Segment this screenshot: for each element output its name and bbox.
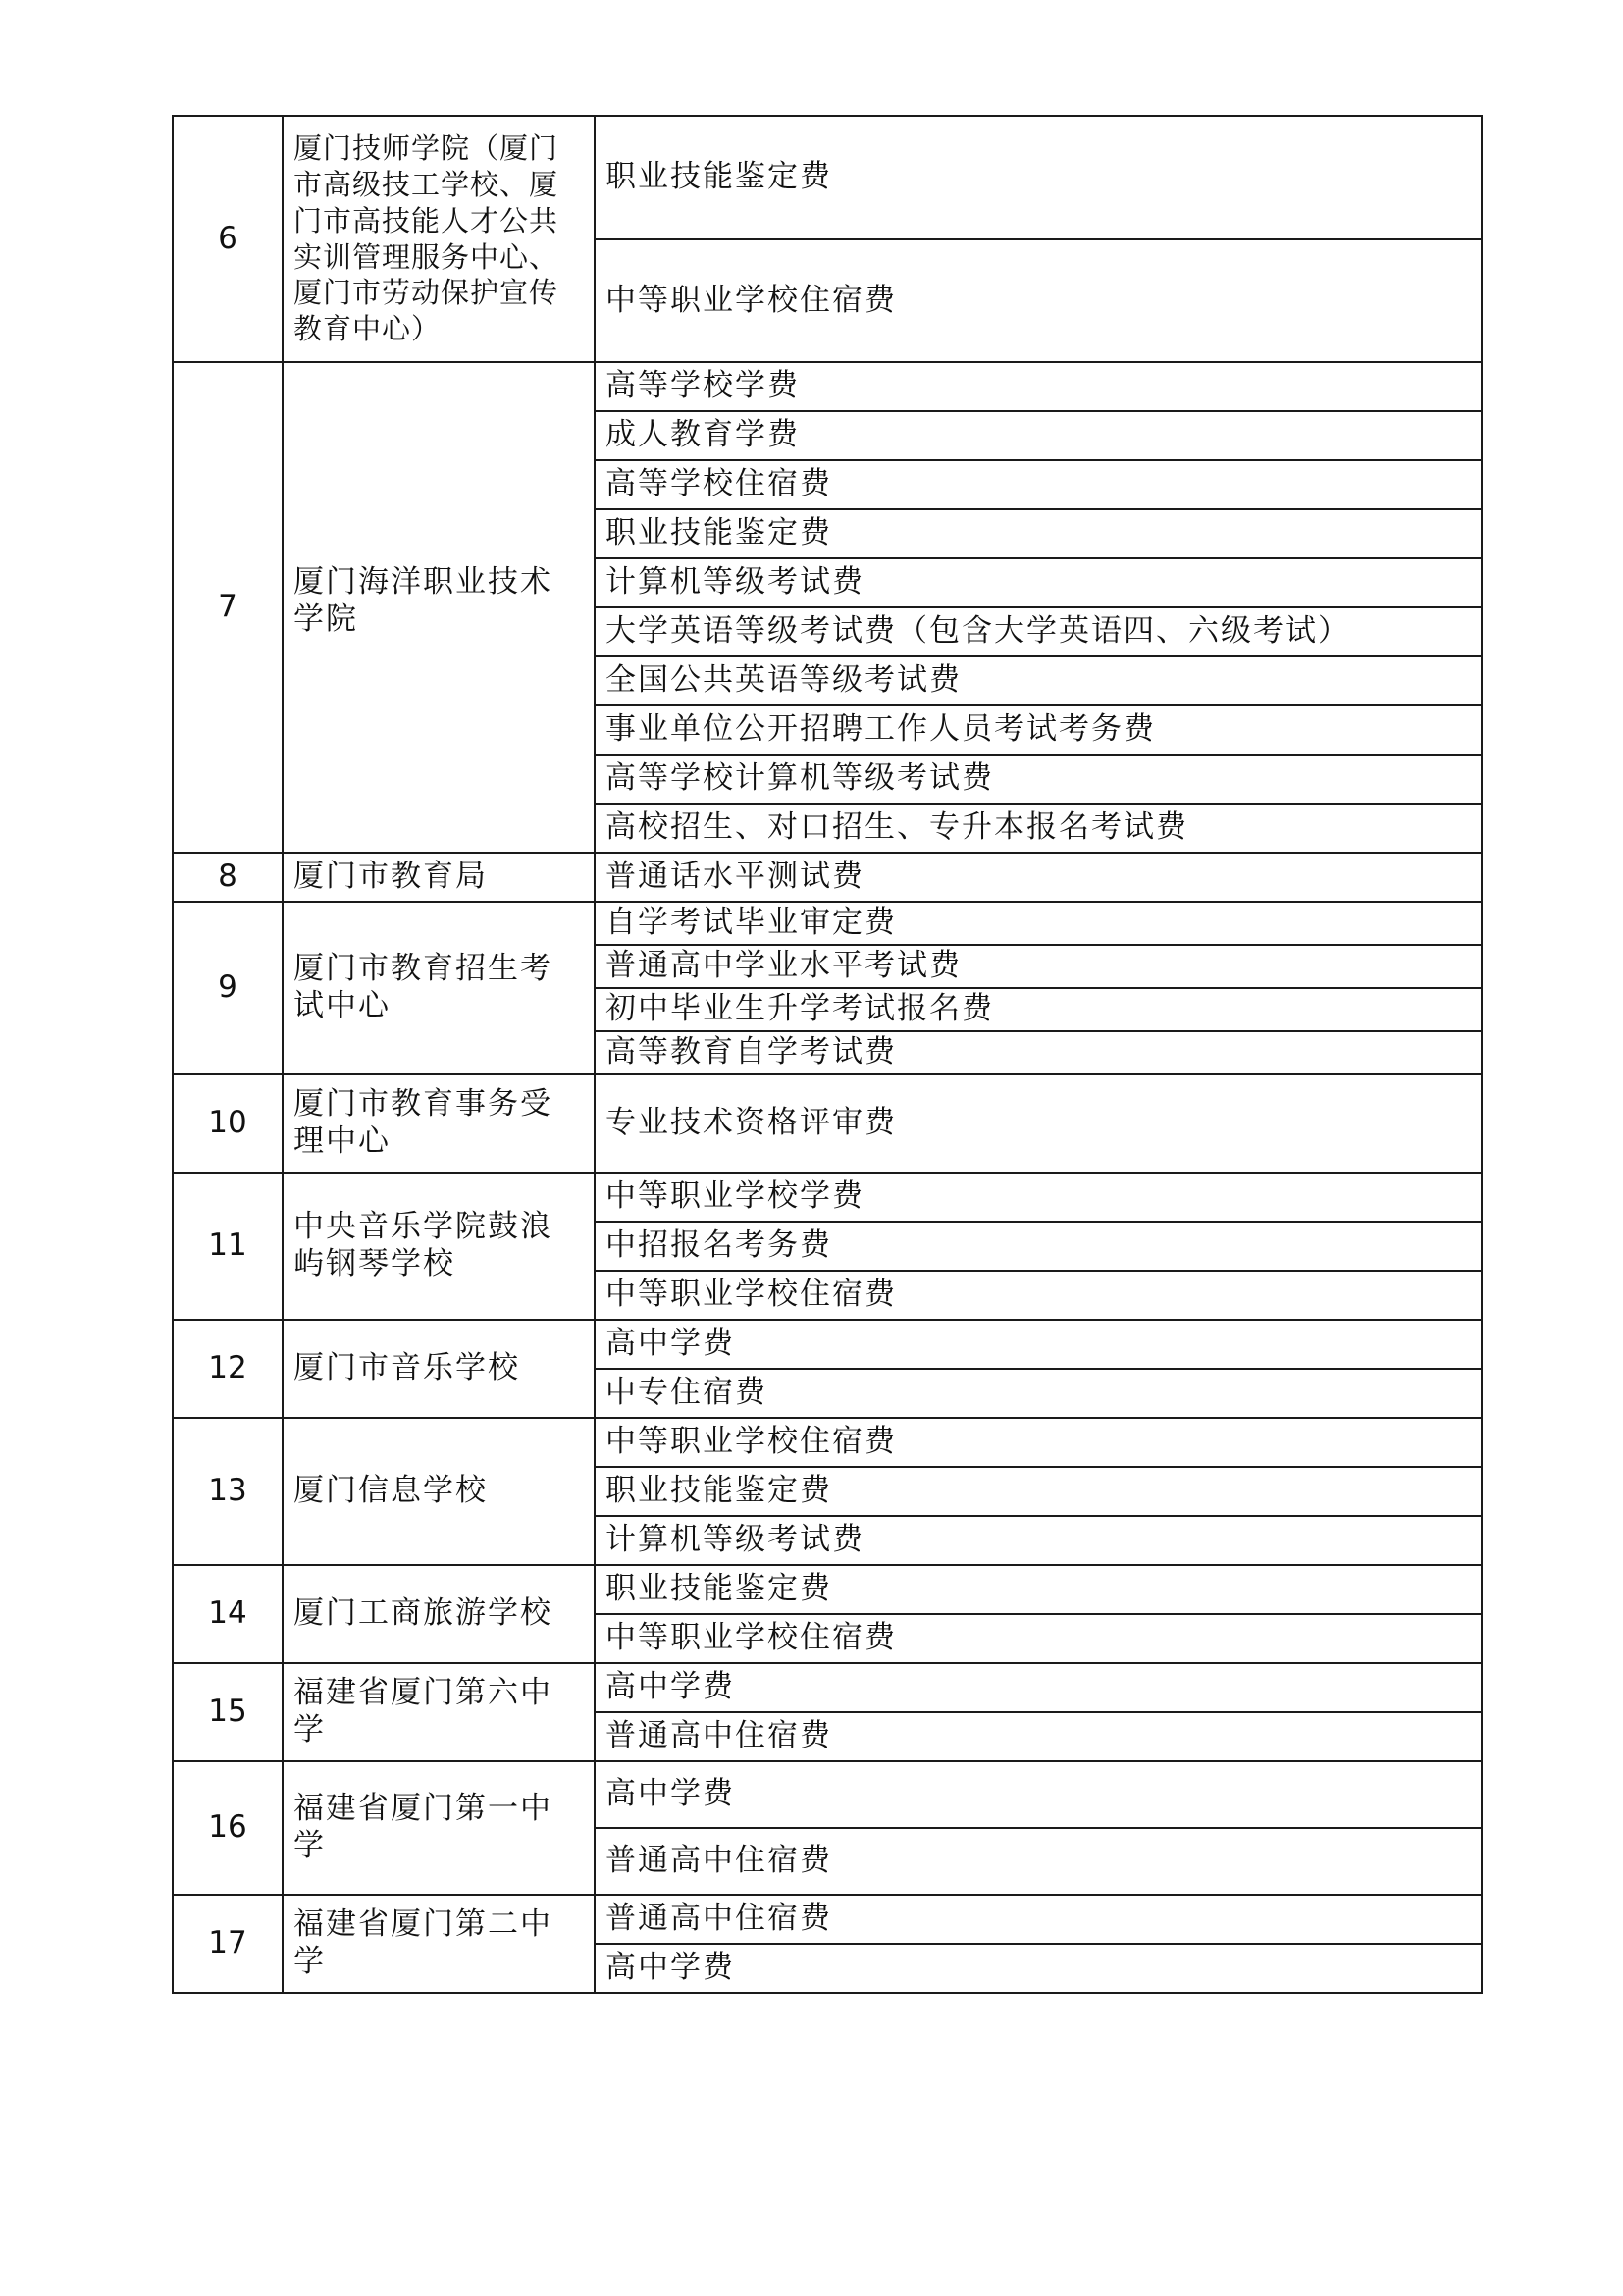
fee-item-cell: 高等学校计算机等级考试费	[595, 755, 1482, 804]
unit-name-cell: 福建省厦门第一中学	[283, 1761, 595, 1895]
fee-item-cell: 高中学费	[595, 1320, 1482, 1369]
table-row	[173, 1320, 1482, 1369]
fee-item-cell: 中招报名考务费	[595, 1222, 1482, 1271]
fee-item-cell: 专业技术资格评审费	[595, 1074, 1482, 1173]
table-row	[173, 116, 1482, 239]
fee-item-cell: 高等教育自学考试费	[595, 1031, 1482, 1074]
table-row	[173, 1565, 1482, 1614]
fee-item-cell: 中等职业学校住宿费	[595, 1271, 1482, 1320]
fee-item-cell: 职业技能鉴定费	[595, 116, 1482, 239]
fee-item-cell: 高等学校学费	[595, 362, 1482, 411]
fee-item-cell: 高中学费	[595, 1663, 1482, 1712]
unit-name-cell: 福建省厦门第六中学	[283, 1663, 595, 1761]
table-row	[173, 902, 1482, 945]
fee-item-cell: 高中学费	[595, 1761, 1482, 1828]
unit-name-cell: 厦门市教育事务受理中心	[283, 1074, 595, 1173]
unit-name-cell: 厦门信息学校	[283, 1418, 595, 1565]
fee-item-cell: 高中学费	[595, 1944, 1482, 1993]
row-number-cell: 8	[173, 853, 283, 902]
row-number-cell: 7	[173, 362, 283, 853]
fee-table-body	[173, 116, 1482, 1993]
row-number-cell: 6	[173, 116, 283, 362]
fee-item-cell: 自学考试毕业审定费	[595, 902, 1482, 945]
unit-name-cell: 厦门市音乐学校	[283, 1320, 595, 1418]
fee-table	[172, 115, 1483, 1994]
fee-item-cell: 成人教育学费	[595, 411, 1482, 460]
row-number-cell: 9	[173, 902, 283, 1074]
fee-item-cell: 普通高中住宿费	[595, 1895, 1482, 1944]
unit-name-cell: 中央音乐学院鼓浪屿钢琴学校	[283, 1173, 595, 1320]
row-number-cell: 16	[173, 1761, 283, 1895]
fee-item-cell: 普通高中住宿费	[595, 1712, 1482, 1761]
unit-name-cell: 厦门市教育招生考试中心	[283, 902, 595, 1074]
unit-name-cell: 厦门市教育局	[283, 853, 595, 902]
table-row	[173, 853, 1482, 902]
fee-item-cell: 中等职业学校学费	[595, 1173, 1482, 1222]
row-number-cell: 10	[173, 1074, 283, 1173]
unit-name-cell: 厦门工商旅游学校	[283, 1565, 595, 1663]
fee-item-cell: 普通高中住宿费	[595, 1828, 1482, 1895]
fee-item-cell: 高等学校住宿费	[595, 460, 1482, 509]
row-number-cell: 12	[173, 1320, 283, 1418]
fee-item-cell: 中等职业学校住宿费	[595, 1614, 1482, 1663]
fee-item-cell: 中专住宿费	[595, 1369, 1482, 1418]
fee-item-cell: 普通话水平测试费	[595, 853, 1482, 902]
table-row	[173, 1895, 1482, 1944]
fee-item-cell: 职业技能鉴定费	[595, 1467, 1482, 1516]
row-number-cell: 14	[173, 1565, 283, 1663]
fee-item-cell: 普通高中学业水平考试费	[595, 945, 1482, 988]
fee-item-cell: 初中毕业生升学考试报名费	[595, 988, 1482, 1031]
table-row	[173, 1663, 1482, 1712]
fee-item-cell: 全国公共英语等级考试费	[595, 656, 1482, 705]
fee-item-cell: 职业技能鉴定费	[595, 509, 1482, 558]
row-number-cell: 17	[173, 1895, 283, 1993]
unit-name-cell: 厦门海洋职业技术学院	[283, 362, 595, 853]
row-number-cell: 15	[173, 1663, 283, 1761]
unit-name-cell: 福建省厦门第二中学	[283, 1895, 595, 1993]
table-row	[173, 1074, 1482, 1173]
fee-item-cell: 计算机等级考试费	[595, 558, 1482, 607]
fee-item-cell: 中等职业学校住宿费	[595, 1418, 1482, 1467]
table-row	[173, 1418, 1482, 1467]
fee-item-cell: 大学英语等级考试费（包含大学英语四、六级考试）	[595, 607, 1482, 656]
fee-item-cell: 计算机等级考试费	[595, 1516, 1482, 1565]
fee-item-cell: 高校招生、对口招生、专升本报名考试费	[595, 804, 1482, 853]
unit-name-cell: 厦门技师学院（厦门市高级技工学校、厦门市高技能人才公共实训管理服务中心、厦门市劳动保护宣传教育中心）	[283, 116, 595, 362]
fee-item-cell: 职业技能鉴定费	[595, 1565, 1482, 1614]
fee-item-cell: 中等职业学校住宿费	[595, 239, 1482, 362]
table-row	[173, 362, 1482, 411]
row-number-cell: 11	[173, 1173, 283, 1320]
row-number-cell: 13	[173, 1418, 283, 1565]
fee-item-cell: 事业单位公开招聘工作人员考试考务费	[595, 705, 1482, 755]
table-row	[173, 1173, 1482, 1222]
table-row	[173, 1761, 1482, 1828]
